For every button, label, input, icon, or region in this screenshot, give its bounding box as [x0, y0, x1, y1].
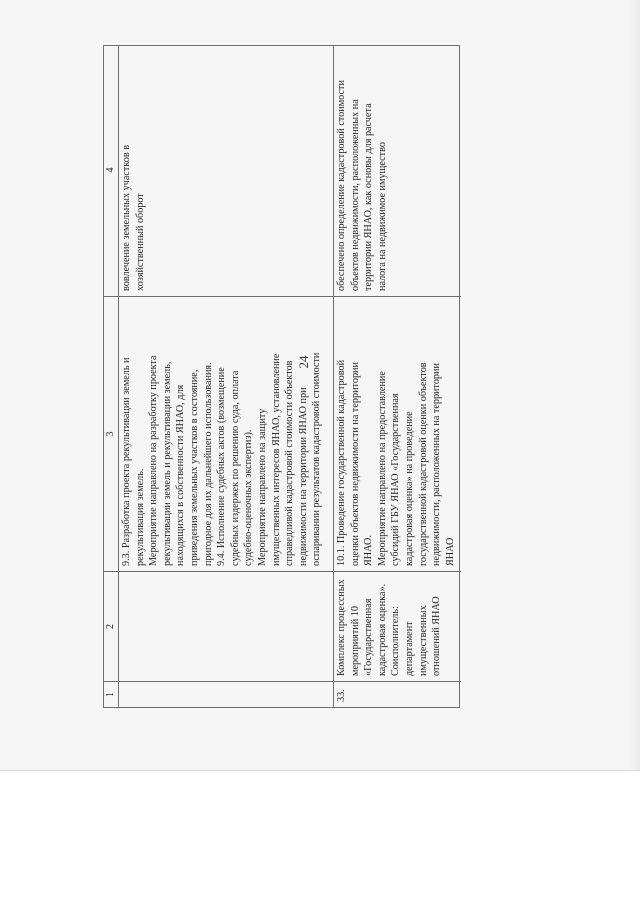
text-line: Мероприятие направлено на предоставление	[376, 371, 388, 566]
text-line: 10.1. Проведение государственной кадастровой	[336, 359, 347, 566]
header-col-1: 1	[104, 681, 118, 707]
text-line: территории ЯНАО, как основы для расчета	[363, 103, 375, 291]
text-line: хозяйственный оборот	[134, 193, 146, 291]
expected-result	[118, 44, 333, 296]
row-number	[118, 681, 333, 707]
text-line: рекультивация земель.	[134, 468, 146, 566]
events-description	[118, 296, 333, 571]
text-line: судебных издержек по решению суда, оплата	[229, 370, 241, 566]
text-line: мероприятий 10	[349, 606, 361, 676]
text-line: судебно-оценочных экспертиз).	[243, 429, 255, 566]
text-line: Мероприятие направлено на защиту	[256, 408, 268, 566]
text-line: государственной кадастровой оценки объектов	[417, 362, 429, 566]
text-line: находящихся в собственности ЯНАО, для	[175, 384, 187, 566]
text-line: субсидий ГБУ ЯНАО «Государственная	[390, 393, 402, 566]
text-line: 9.4. Исполнение судебных актов (возмещение	[216, 367, 228, 566]
text-line: кадастровая оценка» на проведение	[403, 411, 415, 566]
text-line: имущественных	[417, 605, 429, 676]
text-line: справедливой кадастровой стоимости объектов	[284, 360, 296, 566]
text-line: рекультивации земель и рекультивации земель,	[161, 361, 173, 566]
text-line: «Государственная	[363, 598, 375, 676]
text-line: ЯНАО.	[363, 535, 375, 566]
text-line: 9.3. Разработка проекта рекультивации земель и	[121, 357, 132, 566]
table-row	[333, 46, 461, 707]
expected-result	[333, 44, 461, 296]
header-col-2: 2	[104, 571, 118, 681]
text-line: оспаривании результатов кадастровой стоимости	[311, 352, 323, 566]
text-line: имущественных интересов ЯНАО, установление	[270, 353, 282, 566]
complex-name	[118, 571, 333, 681]
text-line: налога на недвижимое имущество	[376, 142, 388, 291]
text-line: Соисполнитель:	[390, 606, 402, 676]
table-header-row	[104, 46, 119, 707]
text-line: объектов недвижимости, расположенных на	[349, 99, 361, 291]
text-line: ЯНАО	[444, 537, 456, 566]
page-number: 24	[296, 355, 311, 369]
row-number: 33.	[333, 681, 461, 707]
text-line: пригодное для их дальнейшего использования.	[202, 362, 214, 566]
text-line: оценки объектов недвижимости на территории	[349, 362, 361, 566]
text-line: Комплекс процессных	[336, 579, 347, 676]
text-line: департамент	[403, 621, 415, 676]
data-table	[103, 45, 460, 708]
text-line: недвижимости на территории ЯНАО при	[297, 387, 309, 566]
text-line: обеспечено определение кадастровой стоимости	[336, 80, 347, 291]
complex-name	[333, 571, 461, 681]
header-col-3: 3	[104, 296, 118, 571]
events-description	[333, 296, 461, 571]
text-line: приведения земельных участков в состояние,	[188, 369, 200, 566]
text-line: отношений ЯНАО	[431, 596, 443, 676]
text-line: кадастровая оценка».	[376, 583, 388, 676]
text-line: недвижимости, расположенных на территории	[431, 363, 443, 566]
header-col-4: 4	[105, 167, 116, 173]
text-line: вовлечение земельных участков в	[121, 144, 132, 291]
table-row	[118, 46, 334, 707]
text-line: Мероприятие направлено на разработку проекта	[148, 355, 160, 566]
